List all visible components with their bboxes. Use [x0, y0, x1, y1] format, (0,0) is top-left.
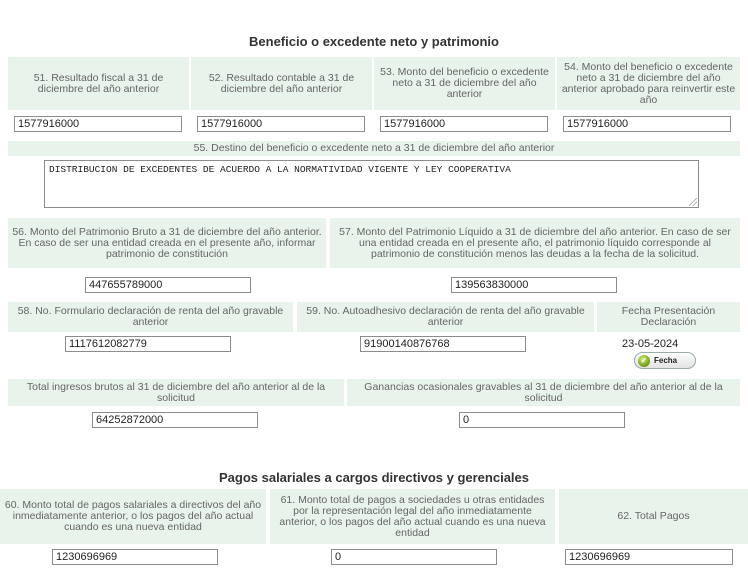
header-59: 59. No. Autoadhesivo declaración de renta del año gravable anterior: [297, 302, 594, 332]
field-60-pagos-directivos[interactable]: [52, 549, 218, 565]
header-53: 53. Monto del beneficio o excedente neto a 31 de diciembre del año anterior: [374, 57, 555, 110]
fecha-button-label: Fecha: [654, 356, 678, 365]
field-ganancias-ocasionales[interactable]: [459, 412, 625, 428]
fecha-presentacion-value: 23-05-2024: [622, 338, 679, 350]
fecha-button[interactable]: [634, 352, 696, 369]
field-62-total-pagos[interactable]: [565, 549, 733, 565]
header-61: 61. Monto total de pagos a sociedades u otras entidades por la representación legal del año inmediatamente anterior, o los pagos del año actual cuando es una nueva entidad: [270, 489, 555, 544]
field-55-destino-beneficio[interactable]: [44, 160, 699, 208]
header-total-ingresos: Total ingresos brutos al 31 de diciembre del año anterior al de la solicitud: [8, 379, 344, 406]
field-53-monto-beneficio[interactable]: [380, 116, 548, 132]
field-total-ingresos[interactable]: [92, 412, 258, 428]
header-58: 58. No. Formulario declaración de renta del año gravable anterior: [8, 302, 293, 332]
header-52: 52. Resultado contable a 31 de diciembre del año anterior: [191, 57, 372, 110]
field-55-text: DISTRIBUCION DE EXCEDENTES DE ACUERDO A LA NORMATIVIDAD VIGENTE Y LEY COOPERATIVA: [49, 164, 511, 175]
header-fecha-presentacion: Fecha Presentación Declaración: [597, 302, 740, 332]
field-61-pagos-sociedades[interactable]: [331, 549, 497, 565]
field-51-resultado-fiscal[interactable]: [14, 116, 182, 132]
field-57-patrimonio-liquido[interactable]: [451, 277, 617, 293]
header-62: 62. Total Pagos: [559, 489, 748, 544]
header-55: 55. Destino del beneficio o excedente neto a 31 de diciembre del año anterior: [8, 141, 740, 156]
field-52-resultado-contable[interactable]: [197, 116, 365, 132]
field-54-monto-reinvertir[interactable]: [563, 116, 731, 132]
field-59-autoadhesivo[interactable]: [360, 336, 526, 352]
header-54: 54. Monto del beneficio o excedente neto a 31 de diciembre del año anterior aprobado para reinvertir este año: [557, 57, 740, 110]
header-ganancias-ocasionales: Ganancias ocasionales gravables al 31 de diciembre del año anterior al de la solicitud: [347, 379, 740, 406]
header-51: 51. Resultado fiscal a 31 de diciembre del año anterior: [8, 57, 189, 110]
resize-grip-icon[interactable]: [689, 198, 697, 206]
calendar-check-icon: ✓: [638, 355, 650, 367]
header-56: 56. Monto del Patrimonio Bruto a 31 de diciembre del año anterior. En caso de ser una entidad creada en el presente año, informar patrimonio de constitución: [8, 218, 326, 268]
field-58-formulario[interactable]: [65, 336, 231, 352]
field-56-patrimonio-bruto[interactable]: [85, 277, 251, 293]
header-60: 60. Monto total de pagos salariales a directivos del año inmediatamente anterior, o los pagos del año actual cuando es una nueva entidad: [0, 489, 266, 544]
section-title-beneficio: Beneficio o excedente neto y patrimonio: [249, 34, 499, 49]
header-57: 57. Monto del Patrimonio Líquido a 31 de diciembre del año anterior. En caso de ser una entidad creada en el presente año, el patrimonio líquido corresponde al patrimonio de constitución menos las deudas a la fecha de la solicitud.: [330, 218, 740, 268]
section-title-pagos-salariales: Pagos salariales a cargos directivos y gerenciales: [218, 470, 529, 485]
